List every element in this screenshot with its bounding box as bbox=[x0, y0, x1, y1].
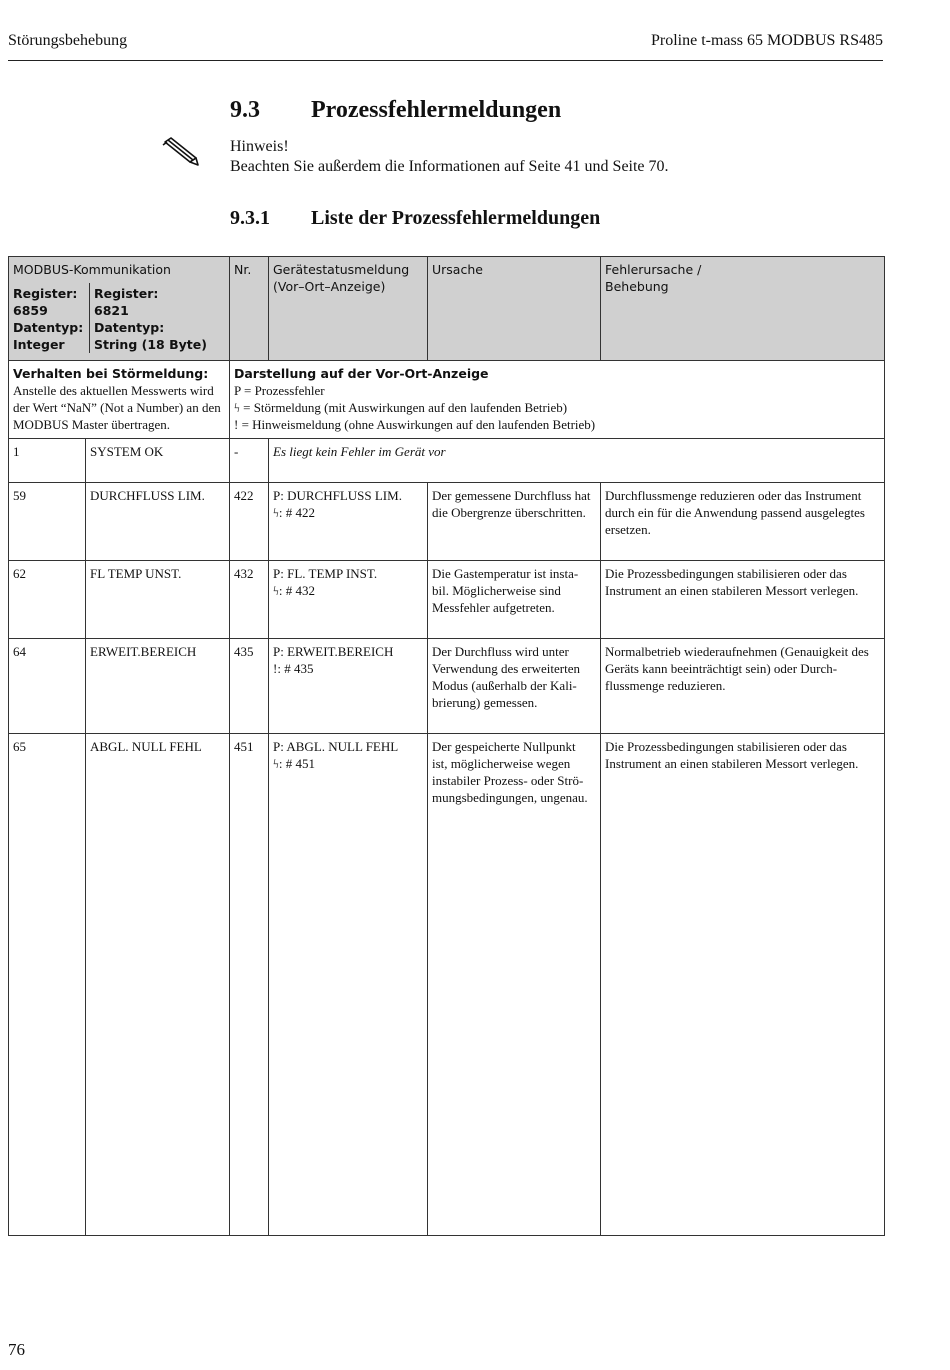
register-left: Register: 6859 Datentyp: Integer bbox=[9, 283, 90, 353]
table-header-row bbox=[9, 257, 885, 361]
legend-line: ϟ = Störmeldung (mit Auswirkungen auf den laufenden Betrieb) bbox=[234, 400, 568, 415]
fix-cell: Durchflussmenge reduzieren oder das Instrument durch ein für die Anwendung passend ausgelegtes ersetzen. bbox=[601, 483, 885, 561]
cause-cell: Der Durchfluss wird unter Verwendung des erweiterten Modus (außerhalb der Kali- brierung) gemessen. bbox=[428, 639, 601, 734]
behaviour-cell bbox=[9, 361, 230, 439]
page-number: 76 bbox=[8, 1340, 25, 1359]
table-row bbox=[9, 439, 885, 483]
register-right: Register: 6821 Datentyp: String (18 Byte) bbox=[94, 286, 207, 352]
legend-line: P = Prozessfehler bbox=[234, 383, 325, 398]
text-cell: FL TEMP UNST. bbox=[86, 561, 230, 639]
nr-cell: 422 bbox=[230, 483, 269, 561]
ok-message: Es liegt kein Fehler im Gerät vor bbox=[269, 439, 885, 483]
nr-cell: 435 bbox=[230, 639, 269, 734]
table-row bbox=[9, 639, 885, 734]
text-cell: DURCHFLUSS LIM. bbox=[86, 483, 230, 561]
behaviour-row bbox=[9, 361, 885, 439]
subsection-number: 9.3.1 bbox=[230, 207, 270, 229]
fix-cell: Die Prozessbedingungen stabilisieren oder das Instrument an einen stabileren Messort verlegen. bbox=[601, 734, 885, 1236]
legend-line: ! = Hinweismeldung (ohne Auswirkungen auf den laufenden Betrieb) bbox=[234, 417, 596, 432]
cause-cell: Der gemessene Durchfluss hat die Obergrenze überschritten. bbox=[428, 483, 601, 561]
fix-cell: Normalbetrieb wiederaufnehmen (Genauigkeit des Geräts kann beeinträchtigt sein) oder Durch- flussmenge reduzieren. bbox=[601, 639, 885, 734]
header-rule bbox=[8, 60, 883, 61]
text-cell: SYSTEM OK bbox=[86, 439, 230, 483]
code-cell: 65 bbox=[9, 734, 86, 1236]
nr-cell: 432 bbox=[230, 561, 269, 639]
status-cell: P: FL. TEMP INST. ϟ: # 432 bbox=[269, 561, 428, 639]
fix-cell: Die Prozessbedingungen stabilisieren oder das Instrument an einen stabileren Messort verlegen. bbox=[601, 561, 885, 639]
behaviour-text: Anstelle des aktuellen Messwerts wird der Wert “NaN” (Not a Number) an den MODBUS Master übertragen. bbox=[13, 383, 221, 432]
status-header: Gerätestatusmeldung (Vor–Ort–Anzeige) bbox=[269, 257, 428, 361]
subsection-title: Liste der Prozessfehlermeldungen bbox=[311, 207, 601, 229]
note-label: Hinweis! bbox=[230, 138, 289, 155]
running-header-right: Proline t-mass 65 MODBUS RS485 bbox=[650, 32, 883, 49]
status-cell: P: ERWEIT.BEREICH !: # 435 bbox=[269, 639, 428, 734]
cause-cell: Der gespeicherte Nullpunkt ist, möglicherweise wegen instabiler Prozess- oder Strö- mungsbedingungen, ungenau. bbox=[428, 734, 601, 1236]
behaviour-title: Verhalten bei Störmeldung: bbox=[13, 366, 209, 381]
table-row bbox=[9, 483, 885, 561]
nr-cell: - bbox=[230, 439, 269, 483]
pencil-icon bbox=[160, 136, 200, 168]
display-title: Darstellung auf der Vor-Ort-Anzeige bbox=[234, 366, 489, 381]
modbus-header: MODBUS-Kommunikation bbox=[13, 262, 171, 277]
nr-header: Nr. bbox=[230, 257, 269, 361]
note-text: Beachten Sie außerdem die Informationen auf Seite 41 und Seite 70. bbox=[230, 158, 669, 175]
nr-cell: 451 bbox=[230, 734, 269, 1236]
code-cell: 1 bbox=[9, 439, 86, 483]
text-cell: ABGL. NULL FEHL bbox=[86, 734, 230, 1236]
code-cell: 59 bbox=[9, 483, 86, 561]
table-row bbox=[9, 561, 885, 639]
section-number: 9.3 bbox=[230, 97, 260, 123]
running-header-left: Störungsbehebung bbox=[8, 32, 128, 49]
code-cell: 64 bbox=[9, 639, 86, 734]
display-legend-cell bbox=[230, 361, 885, 439]
cause-cell: Die Gastemperatur ist insta- bil. Möglicherweise sind Messfehler aufgetreten. bbox=[428, 561, 601, 639]
code-cell: 62 bbox=[9, 561, 86, 639]
modbus-header-cell bbox=[9, 257, 230, 361]
section-title: Prozessfehlermeldungen bbox=[311, 97, 562, 123]
cause-header: Ursache bbox=[428, 257, 601, 361]
status-cell: P: ABGL. NULL FEHL ϟ: # 451 bbox=[269, 734, 428, 1236]
fix-header: Fehlerursache / Behebung bbox=[601, 257, 885, 361]
status-cell: P: DURCHFLUSS LIM. ϟ: # 422 bbox=[269, 483, 428, 561]
text-cell: ERWEIT.BEREICH bbox=[86, 639, 230, 734]
process-error-table bbox=[8, 256, 885, 1236]
table-row bbox=[9, 734, 885, 1236]
